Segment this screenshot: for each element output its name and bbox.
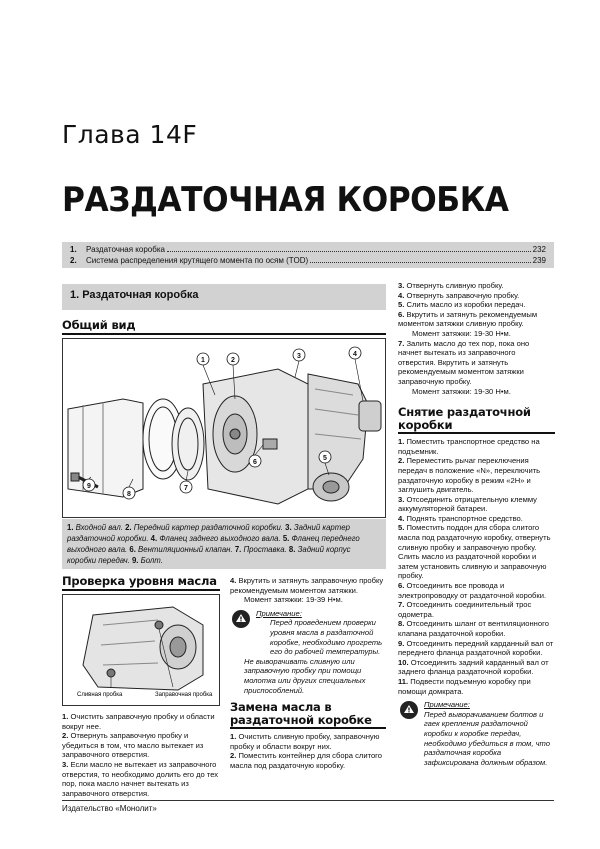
toc-text: Раздаточная коробка <box>86 245 165 254</box>
callout-9: 9 <box>87 483 91 490</box>
oil-change-heading: Замена масла в раздаточной коробке <box>230 701 386 729</box>
step-num: 2. <box>62 731 69 741</box>
oil-plug-drawing <box>63 595 220 706</box>
caption-num: 9. <box>131 556 139 565</box>
list-item <box>398 281 555 291</box>
caption-num: 4. <box>150 534 158 543</box>
step-text: Отсоединить отрицательную клемму аккумуляторной батареи. <box>398 494 537 514</box>
general-view-heading: Общий вид <box>62 318 386 335</box>
toc-text: Система распределения крутящего момента по осям (TOD) <box>86 256 309 265</box>
step-num: 5. <box>398 300 405 310</box>
toc-row[interactable] <box>70 255 546 266</box>
step-num: 11. <box>398 676 409 686</box>
callout-8: 8 <box>127 491 131 498</box>
caption-num: 8. <box>288 545 296 554</box>
list-item <box>398 310 555 329</box>
caption-num: 5. <box>282 534 290 543</box>
step-text: Отсоединить задний карданный вал от заднего фланца раздаточной коробки. <box>398 657 549 677</box>
step-text: Поднять транспортное средство. <box>406 513 523 523</box>
step-text: Отсоединить шланг от вентиляционного клапана раздаточной коробки. <box>398 619 549 638</box>
toc-num: 1. <box>70 245 77 254</box>
removal-heading: Снятие раздаточной коробки <box>398 406 555 434</box>
drain-plug-label: Сливная пробка <box>77 692 123 698</box>
list-item <box>398 619 555 638</box>
note-warning-icon <box>230 609 252 629</box>
step-num: 2. <box>230 751 237 761</box>
step-num: 7. <box>398 338 405 348</box>
caption-text: Вентиляционный клапан. <box>135 545 235 554</box>
toc-page: 239 <box>532 256 546 265</box>
step-text: Очистить сливную пробку, заправочную пробку и области вокруг них. <box>230 732 380 751</box>
step-text: Очистить заправочную пробку и области вокруг нее. <box>62 712 215 731</box>
note-title: Примечание: <box>256 608 302 618</box>
list-item <box>230 576 386 595</box>
step-text: Отсоединить передний карданный вал от переднего фланца раздаточной коробки. <box>398 638 554 658</box>
list-item <box>230 732 386 751</box>
step-num: 7. <box>398 600 405 610</box>
caption-text: Проставка. <box>241 545 289 554</box>
caption-text: Передний картер раздаточной коробки. <box>131 523 286 532</box>
callout-2: 2 <box>231 357 235 364</box>
note-text: Не выворачивать сливную или заправочную пробку при помощи молотка или других специальных приспособлений. <box>244 656 366 695</box>
note-body <box>424 700 555 767</box>
callout-1: 1 <box>201 357 205 364</box>
caption-text: Задний картер раздаточной коробки. <box>67 523 350 543</box>
step-num: 4. <box>230 576 237 585</box>
step-num: 6. <box>398 581 405 591</box>
list-item <box>398 514 555 524</box>
step-text: Подвести подъемную коробку при помощи домкрата. <box>398 676 531 696</box>
step-text: Если масло не вытекает из заправочного отверстия, то необходимо долить его до тех пор, пока масло начнет вытекать из заправочного отверстия. <box>62 759 219 798</box>
transfer-case-drawing <box>63 339 386 518</box>
toc-leader <box>167 251 531 252</box>
step-num: 1. <box>62 712 69 721</box>
step-text: Поместить поддон для сбора слитого масла под раздаточную коробку, отвернуть сливную пробку и заправочную пробку. Слить масло из раздаточной коробки и затем установить сливную и заправочную пробку. <box>398 523 551 581</box>
callout-4: 4 <box>353 351 357 358</box>
step-text: Вкрутить и затянуть рекомендуемым моментом затяжки сливную пробку. <box>398 309 538 329</box>
list-item <box>62 731 220 760</box>
callout-3: 3 <box>297 353 301 360</box>
caption-num: 2. <box>125 523 132 532</box>
step-num: 5. <box>398 523 405 533</box>
caption-text: Входной вал. <box>73 523 126 532</box>
callout-5: 5 <box>323 455 327 462</box>
caption-num: 7. <box>234 545 242 554</box>
step-num: 4. <box>398 513 405 523</box>
note-block <box>398 700 555 767</box>
step-text: Отсоединить соединительный трос одометра. <box>398 600 532 619</box>
toc-num: 2. <box>70 256 77 265</box>
note-title: Примечание: <box>424 700 470 710</box>
torque-spec: Момент затяжки: 19-30 Н•м. <box>412 328 511 338</box>
right-column <box>398 281 555 767</box>
torque-spec: Момент затяжки: 19-30 Н•м. <box>412 386 511 396</box>
list-item <box>398 437 555 456</box>
step-num: 1. <box>230 732 237 742</box>
middle-column <box>230 576 386 771</box>
caption-text: Болт. <box>138 556 163 565</box>
transfer-case-figure <box>62 338 386 518</box>
note-text: Перед проведением проверки уровня масла в раздаточной коробке, необходимо прогреть его до рабочей температуры. <box>270 618 383 657</box>
figure-caption <box>62 519 386 569</box>
step-num: 3. <box>398 281 405 290</box>
oil-plug-figure <box>62 594 220 706</box>
oil-check-heading: Проверка уровня масла <box>62 574 220 591</box>
chapter-label: Глава 14F <box>62 120 198 149</box>
list-item <box>398 300 555 310</box>
list-item <box>398 658 555 677</box>
step-text: Отвернуть заправочную пробку и убедиться в том, что масло вытекает из заправочного отверстия. <box>62 731 204 760</box>
note-block <box>230 609 386 657</box>
caption-num: 3. <box>285 523 292 532</box>
step-text: Переместить рычаг переключения передач в положение «N», переключить раздаточную коробку в режим «2H» и заглушить двигатель. <box>398 456 541 495</box>
callout-7: 7 <box>184 485 188 492</box>
list-item <box>398 523 555 581</box>
list-item <box>62 712 220 731</box>
note-warning-icon <box>398 700 420 720</box>
publisher-footer: Издательство «Монолит» <box>62 804 157 813</box>
step-num: 4. <box>398 290 405 300</box>
list-item <box>230 751 386 770</box>
step-text: Отсоединить все провода и электропроводку от раздаточной коробки. <box>398 581 547 600</box>
list-item <box>398 600 555 619</box>
callout-6: 6 <box>253 459 257 466</box>
step-text: Отвернуть заправочную пробку. <box>406 290 520 300</box>
table-of-contents <box>62 242 554 268</box>
caption-text: Фланец заднего выходного вала. <box>157 534 283 543</box>
note-body <box>256 609 386 657</box>
list-item <box>62 760 220 798</box>
step-num: 10. <box>398 657 409 667</box>
caption-num: 6. <box>129 545 136 554</box>
caption-text: Задний корпус коробки передач. <box>67 545 351 565</box>
step-num: 9. <box>398 638 405 648</box>
list-item <box>398 291 555 301</box>
toc-leader <box>310 262 530 263</box>
page-title: РАЗДАТОЧНАЯ КОРОБКА <box>62 180 509 220</box>
step-text: Залить масло до тех пор, пока оно начнет вытекать из заправочного отверстия. Вкрутить и затянуть рекомендуемым моментом затяжки заправочную пробку. <box>398 338 530 386</box>
list-item <box>398 339 555 387</box>
caption-num: 1. <box>67 523 74 532</box>
list-item <box>398 456 555 494</box>
toc-row[interactable] <box>70 244 546 255</box>
toc-page: 232 <box>532 245 546 254</box>
step-text: Отвернуть сливную пробку. <box>406 281 504 290</box>
fill-plug-label: Заправочная пробка <box>155 692 213 698</box>
step-num: 3. <box>398 494 405 504</box>
step-num: 3. <box>62 759 69 769</box>
step-text: Поместить транспортное средство на подъемник. <box>398 437 540 456</box>
step-text: Поместить контейнер для сбора слитого масла под раздаточную коробку. <box>230 751 383 770</box>
section-title-bar: 1. Раздаточная коробка <box>62 284 386 310</box>
step-num: 1. <box>398 437 405 447</box>
list-item <box>398 581 555 600</box>
torque-spec: Момент затяжки: 19-39 Н•м. <box>244 595 343 605</box>
caption-text: Фланец переднего выходного вала. <box>67 534 360 554</box>
list-item <box>398 495 555 514</box>
note-text: Перед выворачиванием болтов и гаек крепления раздаточной коробки к коробке передач, необходимо убедиться в том, что раздаточная коробка зафиксирована должным образом. <box>424 709 550 767</box>
step-text: Вкрутить и затянуть заправочную пробку рекомендуемым моментом затяжки. <box>230 576 384 595</box>
step-num: 6. <box>398 309 405 319</box>
footer-divider <box>62 800 554 801</box>
step-num: 8. <box>398 619 405 629</box>
list-item <box>398 639 555 658</box>
step-text: Слить масло из коробки передач. <box>406 300 526 310</box>
oil-check-steps <box>62 712 220 798</box>
list-item <box>398 677 555 696</box>
step-num: 2. <box>398 456 405 466</box>
